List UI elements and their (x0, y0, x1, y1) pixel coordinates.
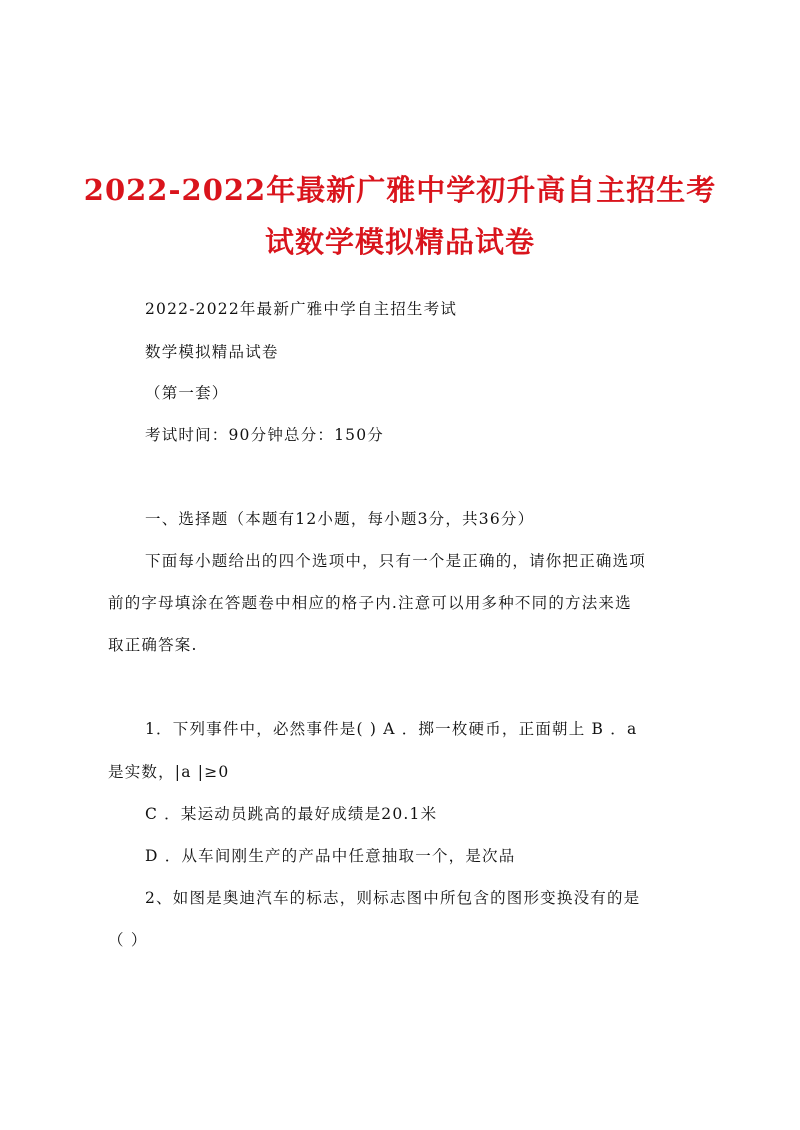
question-2-line-2: （ ） (108, 931, 148, 949)
instructions-line-3: 取正确答案. (108, 636, 198, 654)
instructions-line-1: 下面每小题给出的四个选项中，只有一个是正确的，请你把正确选项 (145, 552, 647, 570)
exam-info: 考试时间：90分钟总分：150分 (145, 426, 385, 444)
subtitle-line-1: 2022-2022年最新广雅中学自主招生考试 (145, 300, 458, 318)
set-label: （第一套） (145, 384, 229, 402)
question-1-line-2: 是实数，|a |≥0 (108, 763, 230, 781)
question-2-line-1: 2、如图是奥迪汽车的标志，则标志图中所包含的图形变换没有的是 (145, 889, 641, 907)
question-1-option-d: D ．从车间刚生产的产品中任意抽取一个，是次品 (145, 847, 516, 865)
question-1-option-c: C ．某运动员跳高的最好成绩是20.1米 (145, 805, 438, 823)
section-heading: 一、选择题（本题有12小题，每小题3分，共36分） (145, 510, 535, 528)
subtitle-line-2: 数学模拟精品试卷 (145, 343, 279, 361)
question-1-line-1: 1．下列事件中，必然事件是( ) A ．掷一枚硬币，正面朝上 B ．a (145, 720, 638, 738)
instructions-line-2: 前的字母填涂在答题卷中相应的格子内.注意可以用多种不同的方法来选 (108, 594, 632, 612)
document-title-line-2: 试数学模拟精品试卷 (264, 225, 535, 259)
document-title-line-1: 2022-2022年最新广雅中学初升高自主招生考 (83, 173, 717, 207)
